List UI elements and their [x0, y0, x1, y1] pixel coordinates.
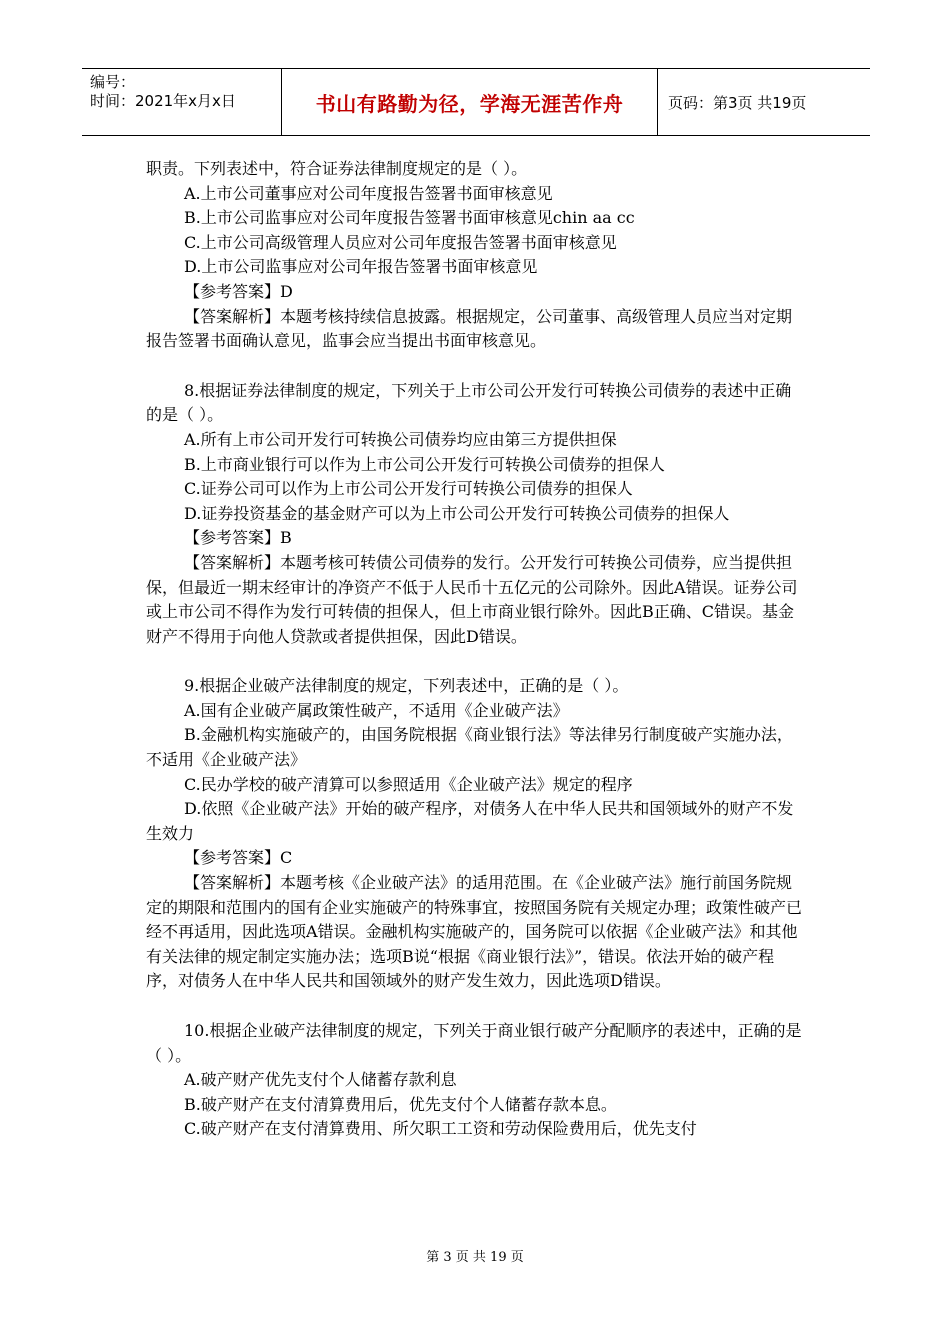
- paragraph: 9.根据企业破产法律制度的规定，下列表述中，正确的是（ ）。: [184, 676, 629, 696]
- paragraph: B.金融机构实施破产的，由国务院根据《商业银行法》等法律另行制度破产实施办法，不适用《企业破产法》: [146, 725, 793, 770]
- paragraph: D.上市公司监事应对公司年报告签署书面审核意见: [184, 257, 538, 277]
- paragraph-gap: [146, 354, 806, 379]
- paragraph: B.上市公司监事应对公司年度报告签署书面审核意见chin aa cc: [184, 208, 635, 228]
- header-motto-cell: [282, 69, 658, 135]
- header-meta: [82, 69, 282, 135]
- paragraph: 【参考答案】C: [184, 848, 293, 868]
- paragraph: C.破产财产在支付清算费用、所欠职工工资和劳动保险费用后，优先支付: [184, 1119, 697, 1139]
- paragraph: 【答案解析】本题考核《企业破产法》的适用范围。在《企业破产法》施行前国务院规定的期限和范围内的国有企业实施破产的特殊事宜，按照国务院有关规定办理；政策性破产已经不再适用，因此选项A错误。金融机构实施破产的，国务院可以依据《企业破产法》和其他有关法律的规定制定实施办法；选项B说“根据《商业银行法》”，错误。依法开始的破产程序，对债务人在中华人民共和国领域外的财产发生效力，因此选项D错误。: [146, 873, 803, 991]
- paragraph: B.破产财产在支付清算费用后，优先支付个人储蓄存款本息。: [184, 1094, 617, 1114]
- paragraph-gap: [146, 649, 806, 674]
- paragraph: 【参考答案】D: [184, 281, 293, 301]
- paragraph: 【答案解析】本题考核可转债公司债券的发行。公开发行可转换公司债券，应当提供担保，但最近一期末经审计的净资产不低于人民币十五亿元的公司除外。因此A错误。证券公司或上市公司不得作为发行可转债的担保人，但上市商业银行除外。因此B正确、C错误。基金财产不得用于向他人贷款或者提供担保，因此D错误。: [146, 552, 798, 646]
- page-footer: [0, 1246, 950, 1265]
- motto-text: 书山有路勤为径，学海无涯苦作舟: [315, 91, 624, 116]
- page-number-label: 页码：第3页 共19页: [668, 93, 807, 112]
- paragraph: A.国有企业破产属政策性破产，不适用《企业破产法》: [184, 700, 569, 720]
- paragraph: A.所有上市公司开发行可转换公司债券均应由第三方提供担保: [184, 429, 617, 449]
- footer-page-number: 第 3 页 共 19 页: [426, 1250, 524, 1265]
- paragraph: 【答案解析】本题考核持续信息披露。根据规定，公司董事、高级管理人员应当对定期报告签署书面确认意见，监事会应当提出书面审核意见。: [146, 306, 793, 351]
- paragraph: C.证券公司可以作为上市公司公开发行可转换公司债券的担保人: [184, 479, 633, 499]
- paragraph: A.破产财产优先支付个人储蓄存款利息: [184, 1070, 457, 1090]
- paragraph: D.证券投资基金的基金财产可以为上市公司公开发行可转换公司债券的担保人: [184, 503, 730, 523]
- header-page-cell: [658, 69, 870, 135]
- paragraph: A.上市公司董事应对公司年度报告签署书面审核意见: [184, 183, 553, 203]
- paragraph-gap: [146, 994, 806, 1019]
- paragraph: 10.根据企业破产法律制度的规定，下列关于商业银行破产分配顺序的表述中，正确的是（ ）。: [146, 1021, 802, 1065]
- page-header: [82, 68, 870, 136]
- paragraph: 【参考答案】B: [184, 528, 292, 548]
- doc-number-label: 编号：: [90, 73, 136, 91]
- paragraph: B.上市商业银行可以作为上市公司公开发行可转换公司债券的担保人: [184, 454, 665, 474]
- paragraph: D.依照《企业破产法》开始的破产程序，对债务人在中华人民共和国领域外的财产不发生效力: [146, 799, 794, 843]
- paragraph: 职责。下列表述中，符合证券法律制度规定的是（ ）。: [146, 159, 528, 178]
- paragraph: C.上市公司高级管理人员应对公司年度报告签署书面审核意见: [184, 232, 617, 252]
- date-label: 时间：2021年x月x日: [90, 92, 236, 110]
- paragraph: 8.根据证券法律制度的规定，下列关于上市公司公开发行可转换公司债券的表述中正确的是（ ）。: [146, 380, 792, 425]
- document-body: [146, 157, 806, 1142]
- paragraph: C.民办学校的破产清算可以参照适用《企业破产法》规定的程序: [184, 774, 633, 794]
